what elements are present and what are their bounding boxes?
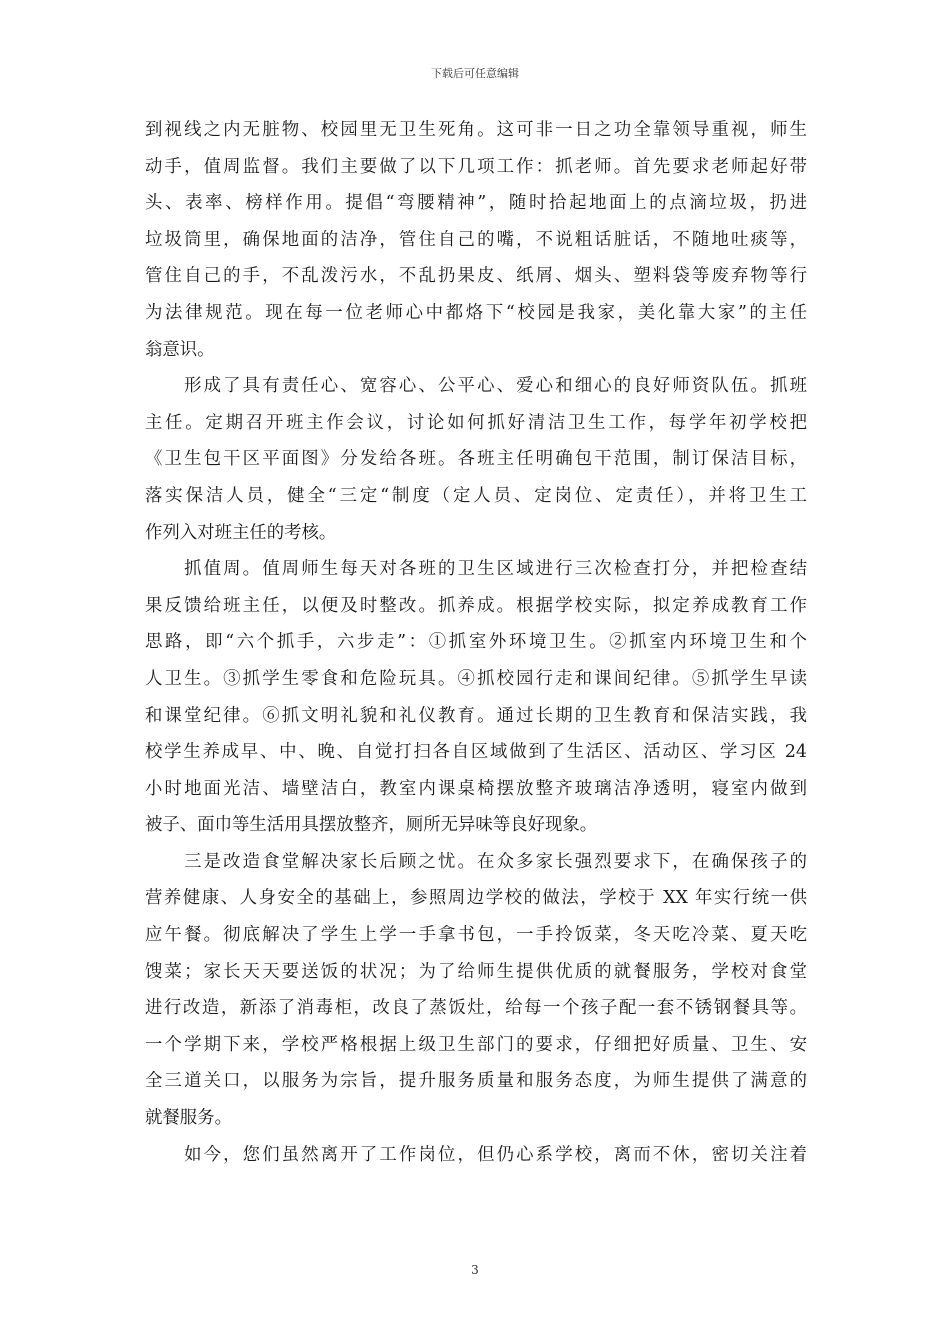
document-body [145, 112, 807, 1173]
text-line: 全三道关口，以服务为宗旨，提升服务质量和服务态度，为师生提供了满意的 [145, 1071, 807, 1092]
text-line: 果反馈给班主任，以便及时整改。抓养成。根据学校实际，拟定养成教育工作 [145, 595, 807, 616]
text-line: 营养健康、人身安全的基础上，参照周边学校的做法，学校于 XX 年实行统一供 [145, 888, 807, 909]
text-line: 形成了具有责任心、宽容心、公平心、爱心和细心的良好师资队伍。抓班 [145, 376, 807, 397]
text-line: 小时地面光洁、墙壁洁白，教室内课桌椅摆放整齐玻璃洁净透明，寝室内做到 [145, 778, 807, 799]
text-line: 如今，您们虽然离开了工作岗位，但仍心系学校，离而不休，密切关注着 [145, 1144, 807, 1165]
text-line: 人卫生。③抓学生零食和危险玩具。④抓校园行走和课间纪律。⑤抓学生早读 [145, 668, 807, 689]
text-line: 动手，值周监督。我们主要做了以下几项工作：抓老师。首先要求老师起好带 [145, 156, 807, 177]
text-line: 到视线之内无脏物、校园里无卫生死角。这可非一日之功全靠领导重视，师生 [145, 120, 807, 140]
text-line: 校学生养成早、中、晚、自觉打扫各自区域做到了生活区、活动区、学习区 24 [145, 742, 807, 763]
paragraph [145, 844, 807, 1137]
text-line: 作列入对班主任的考核。 [145, 522, 337, 543]
text-line: 头、表率、榜样作用。提倡“弯腰精神”，随时拾起地面上的点滴垃圾，扔进 [145, 193, 807, 214]
text-line: 《卫生包干区平面图》分发给各班。各班主任明确包干范围，制订保洁目标， [145, 449, 807, 470]
header-note: 下载后可任意编辑 [431, 67, 519, 80]
text-line: 被子、面巾等生活用具摆放整齐，厕所无异味等良好现象。 [145, 815, 598, 836]
text-line: 管住自己的手，不乱泼污水，不乱扔果皮、纸屑、烟头、塑料袋等废弃物等行 [145, 266, 807, 287]
text-line: 馊菜；家长天天要送饭的状况；为了给师生提供优质的就餐服务，学校对食堂 [145, 961, 807, 982]
text-line: 一个学期下来，学校严格根据上级卫生部门的要求，仔细把好质量、卫生、安 [145, 1034, 807, 1055]
text-line: 就餐服务。 [145, 1108, 232, 1129]
text-line: 和课堂纪律。⑥抓文明礼貌和礼仪教育。通过长期的卫生教育和保洁实践，我 [145, 705, 807, 726]
page-footer [0, 1262, 950, 1278]
text-line: 落实保洁人员，健全“三定“制度（定人员、定岗位、定责任），并将卫生工 [145, 485, 807, 506]
text-line: 进行改造，新添了消毒柜，改良了蒸饭灶，给每一个孩子配一套不锈钢餐具等。 [145, 998, 807, 1019]
paragraph [145, 112, 807, 368]
paragraph [145, 551, 807, 844]
page-header [0, 66, 950, 82]
text-line: 应午餐。彻底解决了学生上学一手拿书包，一手拎饭菜，冬天吃冷菜、夏天吃 [145, 925, 807, 946]
text-line: 主任。定期召开班主作会议，讨论如何抓好清洁卫生工作，每学年初学校把 [145, 412, 807, 433]
page-number: 3 [471, 1263, 479, 1277]
text-line: 思路，即“六个抓手，六步走”：①抓室外环境卫生。②抓室内环境卫生和个 [145, 632, 807, 653]
text-line: 三是改造食堂解决家长后顾之忧。在众多家长强烈要求下，在确保孩子的 [145, 851, 807, 872]
text-line: 垃圾筒里，确保地面的洁净，管住自己的嘴，不说粗话脏话，不随地吐痰等， [145, 229, 807, 250]
text-line: 翁意识。 [145, 339, 215, 360]
text-line: 为法律规范。现在每一位老师心中都烙下“校园是我家，美化靠大家”的主任 [145, 302, 807, 323]
paragraph [145, 1137, 807, 1174]
text-line: 抓值周。值周师生每天对各班的卫生区域进行三次检查打分，并把检查结 [145, 559, 807, 580]
paragraph [145, 368, 807, 551]
